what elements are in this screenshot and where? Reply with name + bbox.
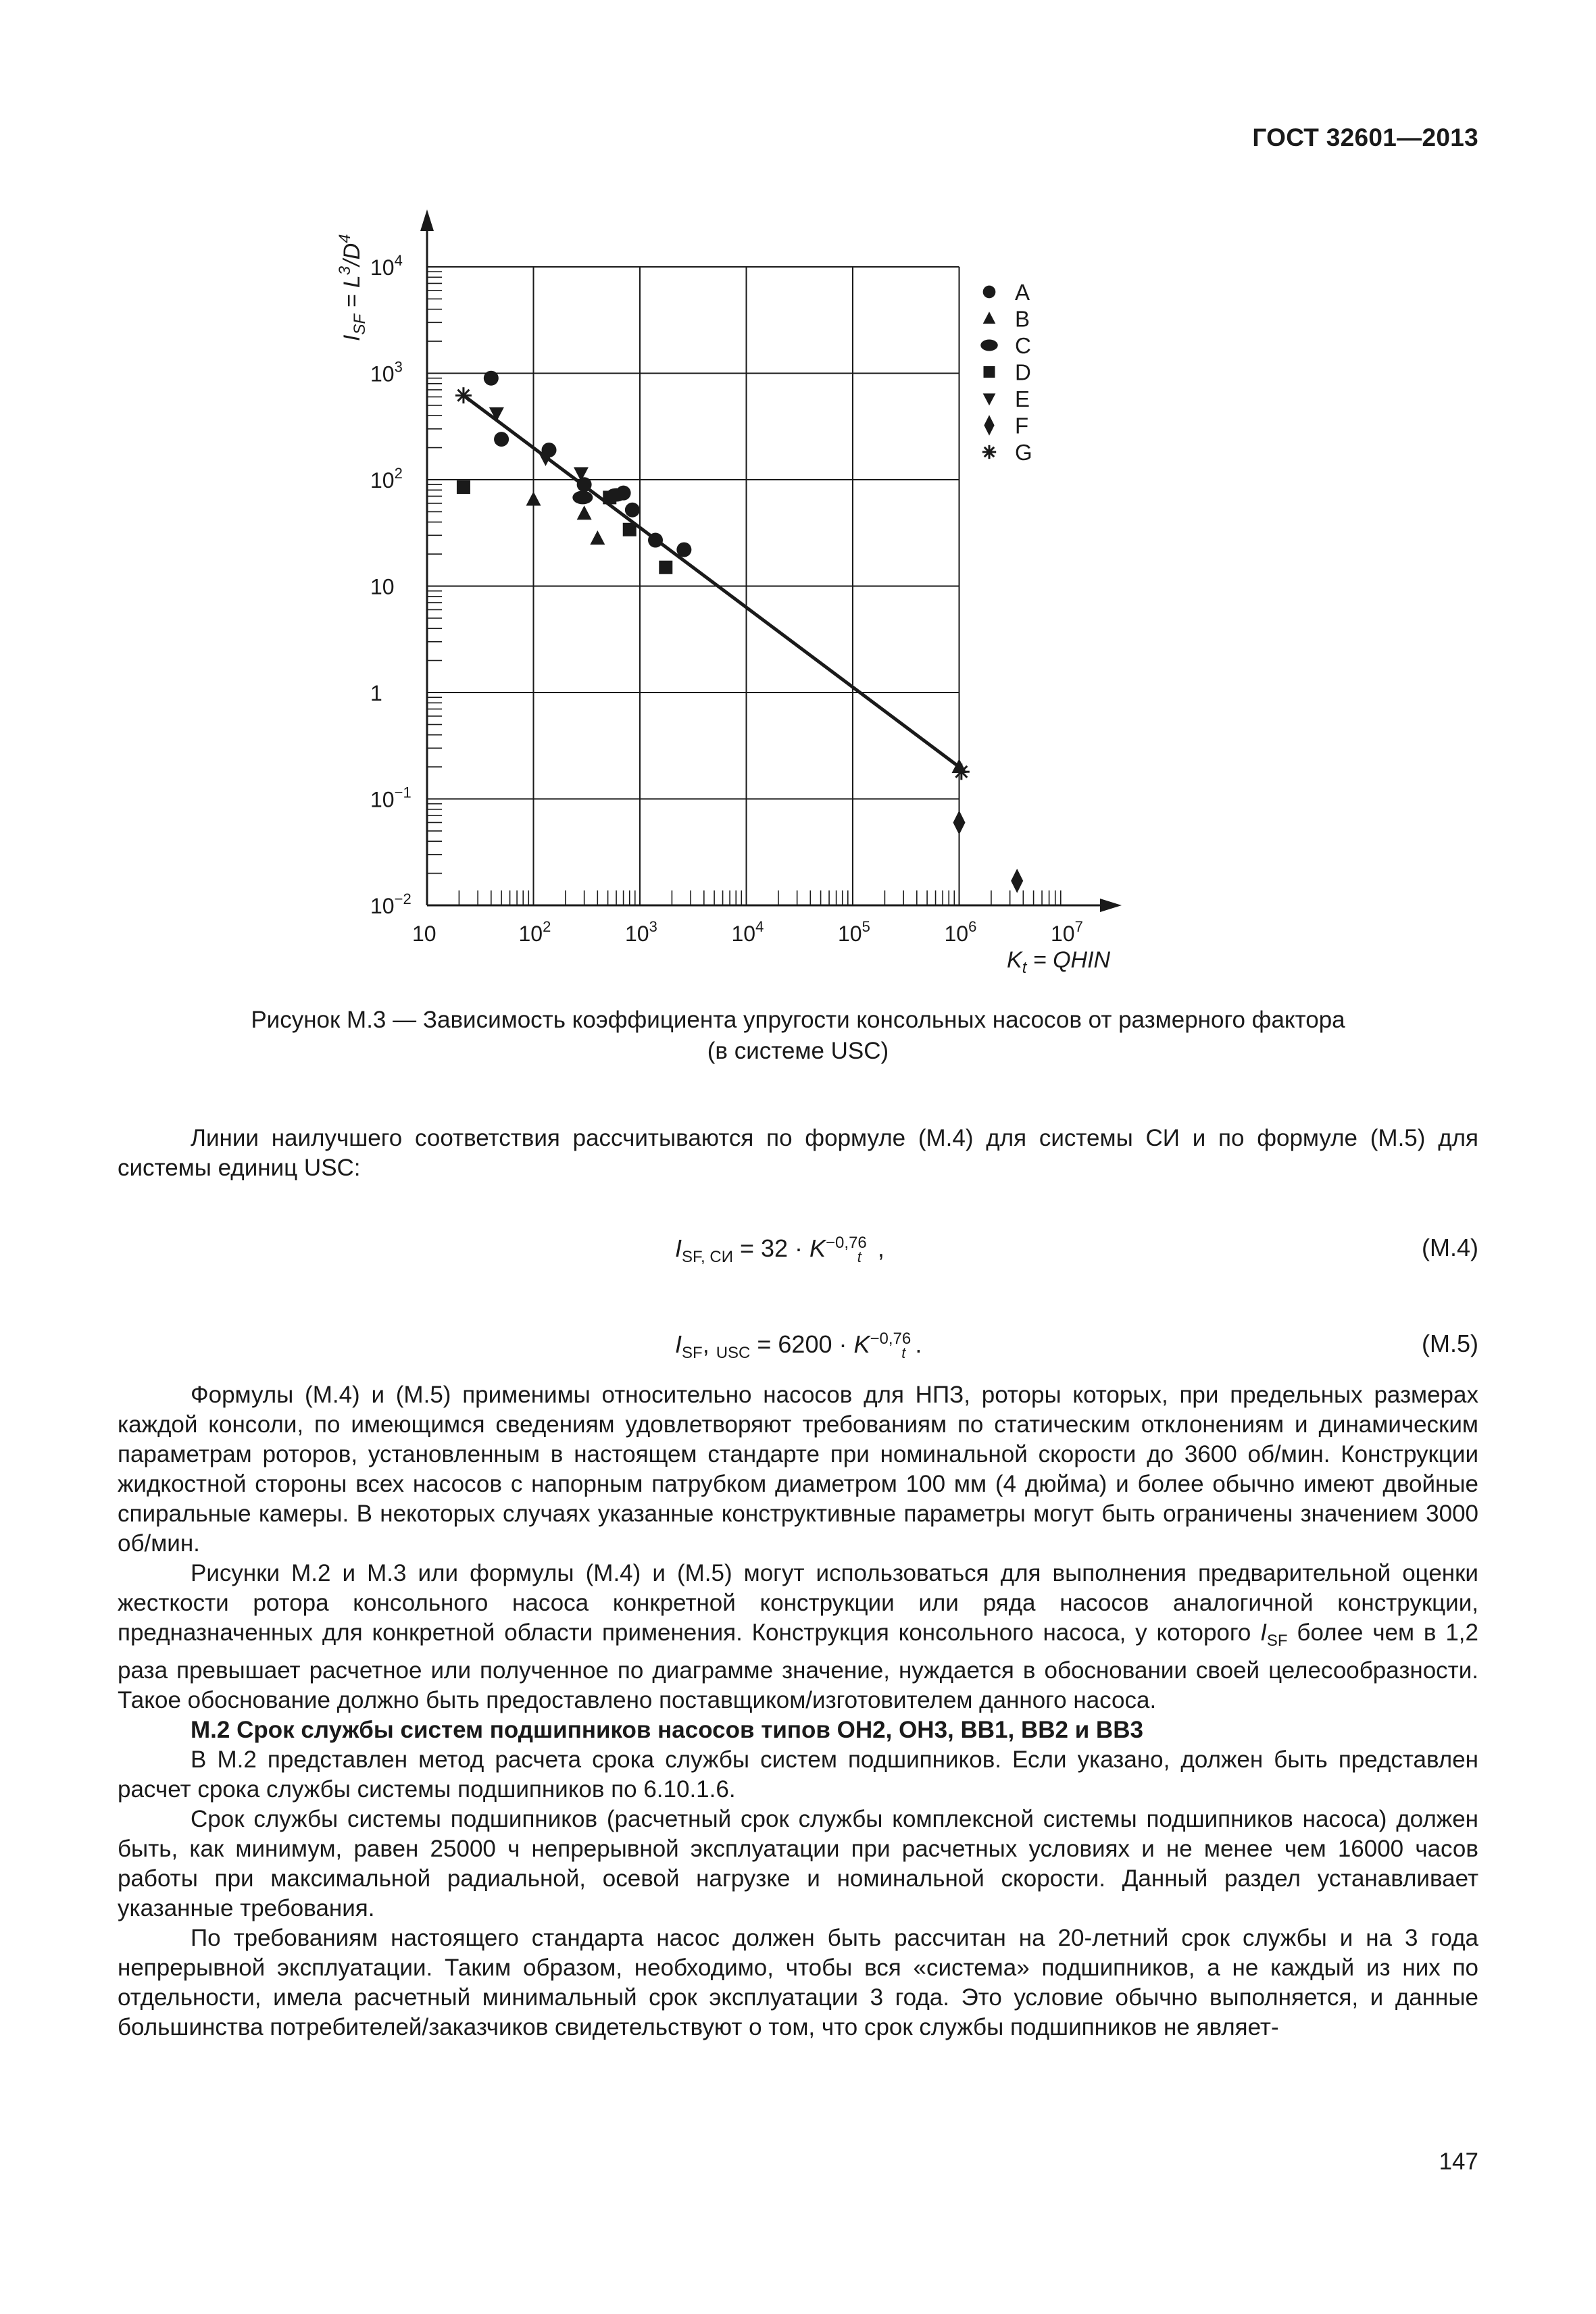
legend-label-a: A (1015, 280, 1030, 305)
legend-marker-g (982, 445, 996, 459)
legend-marker-f (984, 415, 994, 436)
data-point-g (953, 763, 970, 780)
x-tick-label: $10^5$ (838, 918, 870, 946)
y-tick-label: 1 (370, 681, 382, 705)
data-point-a (484, 371, 499, 386)
x-tick-label: $10^2$ (518, 918, 551, 946)
y-tick-label: $10^4$ (370, 252, 403, 280)
legend-marker-e (983, 393, 996, 405)
intro-paragraph: Линии наилучшего соответствия рассчитываются по формуле (М.4) для системы СИ и по формуле (М.5) для системы единиц USC: (118, 1125, 1478, 1181)
legend-label-b: B (1015, 306, 1030, 332)
legend-marker-d (984, 366, 995, 378)
y-tick-labels (370, 252, 412, 918)
legend-marker-a (983, 286, 996, 299)
caption-line-1: Рисунок М.3 — Зависимость коэффициента упругости консольных насосов от размерного фактора (251, 1007, 1345, 1033)
formula-m5 (118, 1330, 1478, 1363)
formula-m4-expression: $I_{SF, СИ} = 32 \cdot K^{-0,76}_t$ , (675, 1234, 884, 1267)
paragraph-bearing-life: Срок службы системы подшипников (расчетный срок службы комплексной системы подшипников насоса) должен быть, как минимум, равен 25000 ч непрерывной эксплуатации при расчетных условиях и не менее чем 16000 часов работы при максимальной радиальной, осевой нагрузке и номинальной скорости. Данный раздел устанавливает указанные требования. (118, 1806, 1478, 1921)
x-tick-labels (412, 918, 1083, 946)
formula-m5-expression: $I_{SF}$, $_{USC} = 6200 \cdot K^{-0,76}_t$ . (675, 1330, 922, 1363)
data-point-f (1011, 869, 1023, 893)
data-point-a (676, 543, 691, 557)
paragraph-figures-usage: Рисунки М.2 и М.3 или формулы (М.4) и (М.5) могут использоваться для выполнения предварительной оценки жесткости ротора консольного насоса конкретной конструкции или ряда насосов аналогичной конструкции, предназначенных для конкретной области применения. Конструкция консольного насоса, у которого $I_{SF}$ более чем в 1,2 раза превышает расчетное или полученное по диаграмме значение, нуждается в обосновании своей целесообразности. Такое обоснование должно быть предоставлено поставщиком/изготовителем данного насоса. (118, 1560, 1478, 1713)
data-point-a (625, 503, 640, 518)
data-point-a (577, 477, 592, 492)
legend-marker-b (983, 311, 996, 324)
data-point-a (648, 533, 663, 548)
chart-minor-ticks (427, 272, 1061, 905)
chart-grid (427, 267, 959, 905)
paragraph-formulas-applicability: Формулы (М.4) и (М.5) применимы относительно насосов для НПЗ, роторы которых, при предельных размерах каждой консоли, по имеющимся сведениям удовлетворяют требованиям по статическим отклонениям и динамическим параметрам роторов, установленным в настоящем стандарте при номинальной скорости до 3600 об/мин. Конструкции жидкостной стороны всех насосов с напорным патрубком диаметром 100 мм (4 дюйма) и более обычно имеют двойные спиральные камеры. В некоторых случаях указанные конструктивные параметры могут быть ограничены значением 3000 об/мин. (118, 1382, 1478, 1557)
legend-label-f: F (1015, 413, 1029, 438)
data-point-b (526, 491, 541, 505)
y-tick-label: $10^{-1}$ (370, 784, 412, 812)
data-point-d (457, 480, 470, 494)
y-tick-label: 10 (370, 574, 395, 599)
legend-label-c: C (1015, 333, 1031, 358)
page-number: 147 (1439, 2148, 1478, 2175)
x-axis-arrow (1100, 899, 1122, 912)
x-tick-label: $10^6$ (944, 918, 977, 946)
formula-m5-number: (М.5) (1422, 1330, 1478, 1357)
legend-label-e: E (1015, 386, 1030, 411)
legend-label-g: G (1015, 440, 1032, 465)
y-tick-label: $10^2$ (370, 465, 403, 493)
x-tick-label: $10^7$ (1051, 918, 1083, 946)
standard-number-header: ГОСТ 32601—2013 (1252, 124, 1478, 151)
x-axis-label: $K_t$ = QHIN (1007, 947, 1111, 977)
paragraph-service-life: По требованиям настоящего стандарта насос должен быть рассчитан на 20-летний срок службы и на 3 года непрерывной эксплуатации. Таким образом, необходимо, чтобы вся «система» подшипников, а не каждый из них по отдельности, имела расчетный минимальный срок эксплуатации 3 года. Это условие обычно выполняется, и данные большинства потребителей/заказчиков свидетельствуют о том, что срок службы подшипников не являет- (118, 1925, 1478, 2040)
data-point-d (603, 491, 616, 504)
legend-marker-c (980, 340, 998, 351)
data-point-d (623, 523, 637, 536)
data-point-g (455, 387, 472, 403)
y-tick-label: $10^{-2}$ (370, 890, 412, 918)
data-point-c (572, 491, 593, 504)
y-axis-arrow (420, 209, 434, 231)
data-point-f (953, 810, 966, 834)
formula-m4-number: (М.4) (1422, 1234, 1478, 1261)
data-point-a (494, 432, 509, 447)
fit-line (464, 395, 959, 767)
x-tick-label: $10^4$ (731, 918, 764, 946)
data-points (455, 371, 1023, 893)
legend-label-d: D (1015, 359, 1031, 385)
data-point-d (659, 561, 672, 574)
figure-caption (118, 1005, 1478, 1067)
chart-legend (980, 280, 1032, 465)
data-point-b (577, 505, 592, 520)
caption-line-2: (в системе USC) (707, 1038, 889, 1064)
x-tick-label: $10^3$ (625, 918, 657, 946)
fit-line-group (464, 395, 959, 767)
y-tick-label: $10^3$ (370, 358, 403, 386)
y-axis-label: $I_{SF} = L^3/D^4$ (336, 234, 369, 341)
x-tick-label: 10 (412, 922, 437, 946)
main-text (118, 1380, 1478, 2042)
section-heading-m2: М.2 Срок службы систем подшипников насосов типов ОН2, ОН3, ВВ1, ВВ2 и ВВ3 (191, 1717, 1143, 1743)
formula-m4 (118, 1234, 1478, 1267)
data-point-b (590, 530, 605, 545)
chart-figure (0, 0, 1596, 1027)
paragraph-m2-intro: В М.2 представлен метод расчета срока службы систем подшипников. Если указано, должен быть представлен расчет срока службы системы подшипников по 6.10.1.6. (118, 1746, 1478, 1803)
